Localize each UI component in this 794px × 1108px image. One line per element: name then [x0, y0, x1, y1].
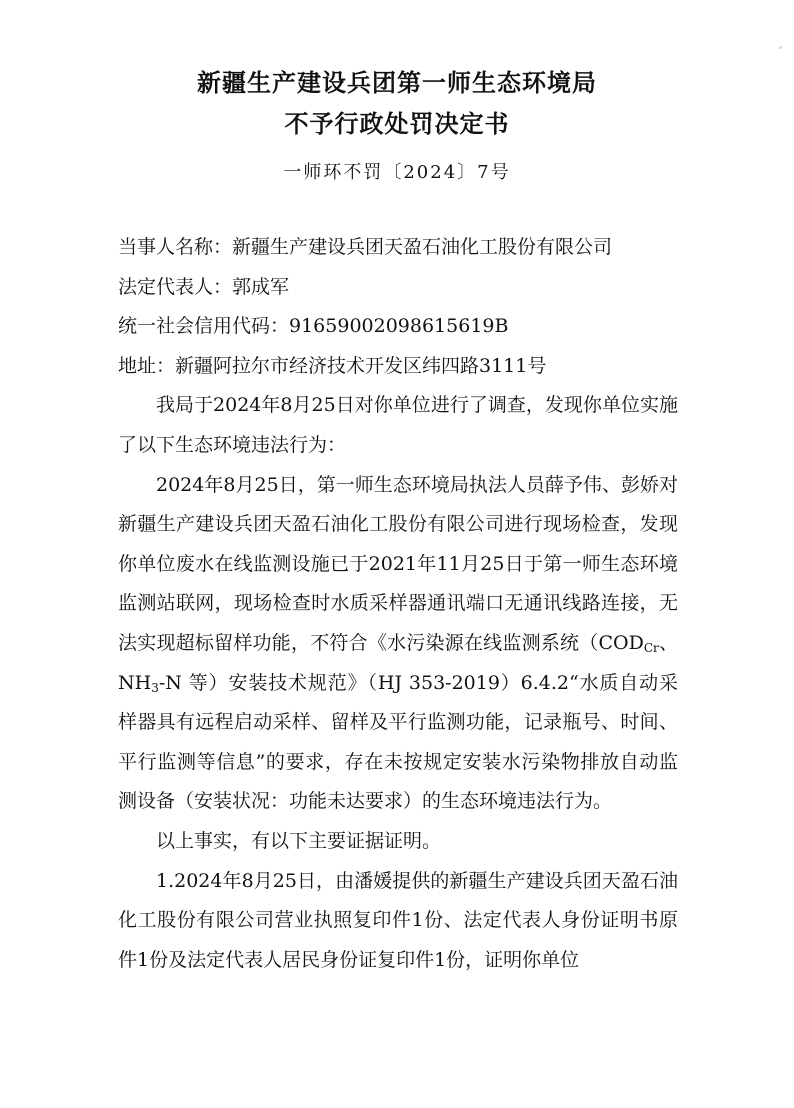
- paragraph-evidence-intro: 以上事实，有以下主要证据证明。: [156, 829, 442, 852]
- subscript-cr: Cr: [643, 640, 659, 655]
- party-name: 当事人名称：新疆生产建设兵团天盈石油化工股份有限公司: [118, 236, 613, 258]
- credit-code: 统一社会信用代码：91659002098615619B: [118, 315, 509, 338]
- paragraph-violation: [118, 466, 678, 822]
- document-number: 一师环不罚〔2024〕7号: [283, 162, 511, 183]
- subscript-3: 3: [151, 680, 159, 695]
- violation-text-3: -N 等）安装技术规范》（HJ 353-2019）6.4.2“水质自动采样器具有远程启动采样、留样及平行监测功能，记录瓶号、时间、平行监测等信息”的要求，存在未按规定安装水污染物排放自动监测设备（安装状况：功能未达要求）的生态环境违法行为。: [118, 671, 678, 813]
- paragraph-evidence-1: 1.2024年8月25日，由潘媛提供的新疆生产建设兵团天盈石油化工股份有限公司营业执照复印件1份、法定代表人身份证明书原件1份及法定代表人居民身份证复印件1份，证明你单位: [118, 869, 678, 971]
- document-body: [118, 228, 678, 980]
- scan-speck: [779, 46, 782, 49]
- paragraph-investigation: 我局于2024年8月25日对你单位进行了调查，发现你单位实施了以下生态环境违法行为：: [118, 394, 678, 456]
- violation-text-2: 、NH: [118, 631, 678, 694]
- violation-text-1: 2024年8月25日，第一师生态环境局执法人员薛予伟、彭娇对新疆生产建设兵团天盈石油化工股份有限公司进行现场检查，发现你单位废水在线监测设施已于2021年11月25日于第一师生态环境监测站联网，现场检查时水质采样器通讯端口无通讯线路连接，无法实现超标留样功能，不符合《水污染源在线监测系统（COD: [118, 473, 678, 654]
- title-line-2: 不予行政处罚决定书: [284, 110, 510, 138]
- legal-representative: 法定代表人：郭成军: [118, 275, 290, 298]
- address: 地址：新疆阿拉尔市经济技术开发区纬四路3111号: [118, 354, 547, 377]
- title-line-1: 新疆生产建设兵团第一师生态环境局: [197, 69, 597, 97]
